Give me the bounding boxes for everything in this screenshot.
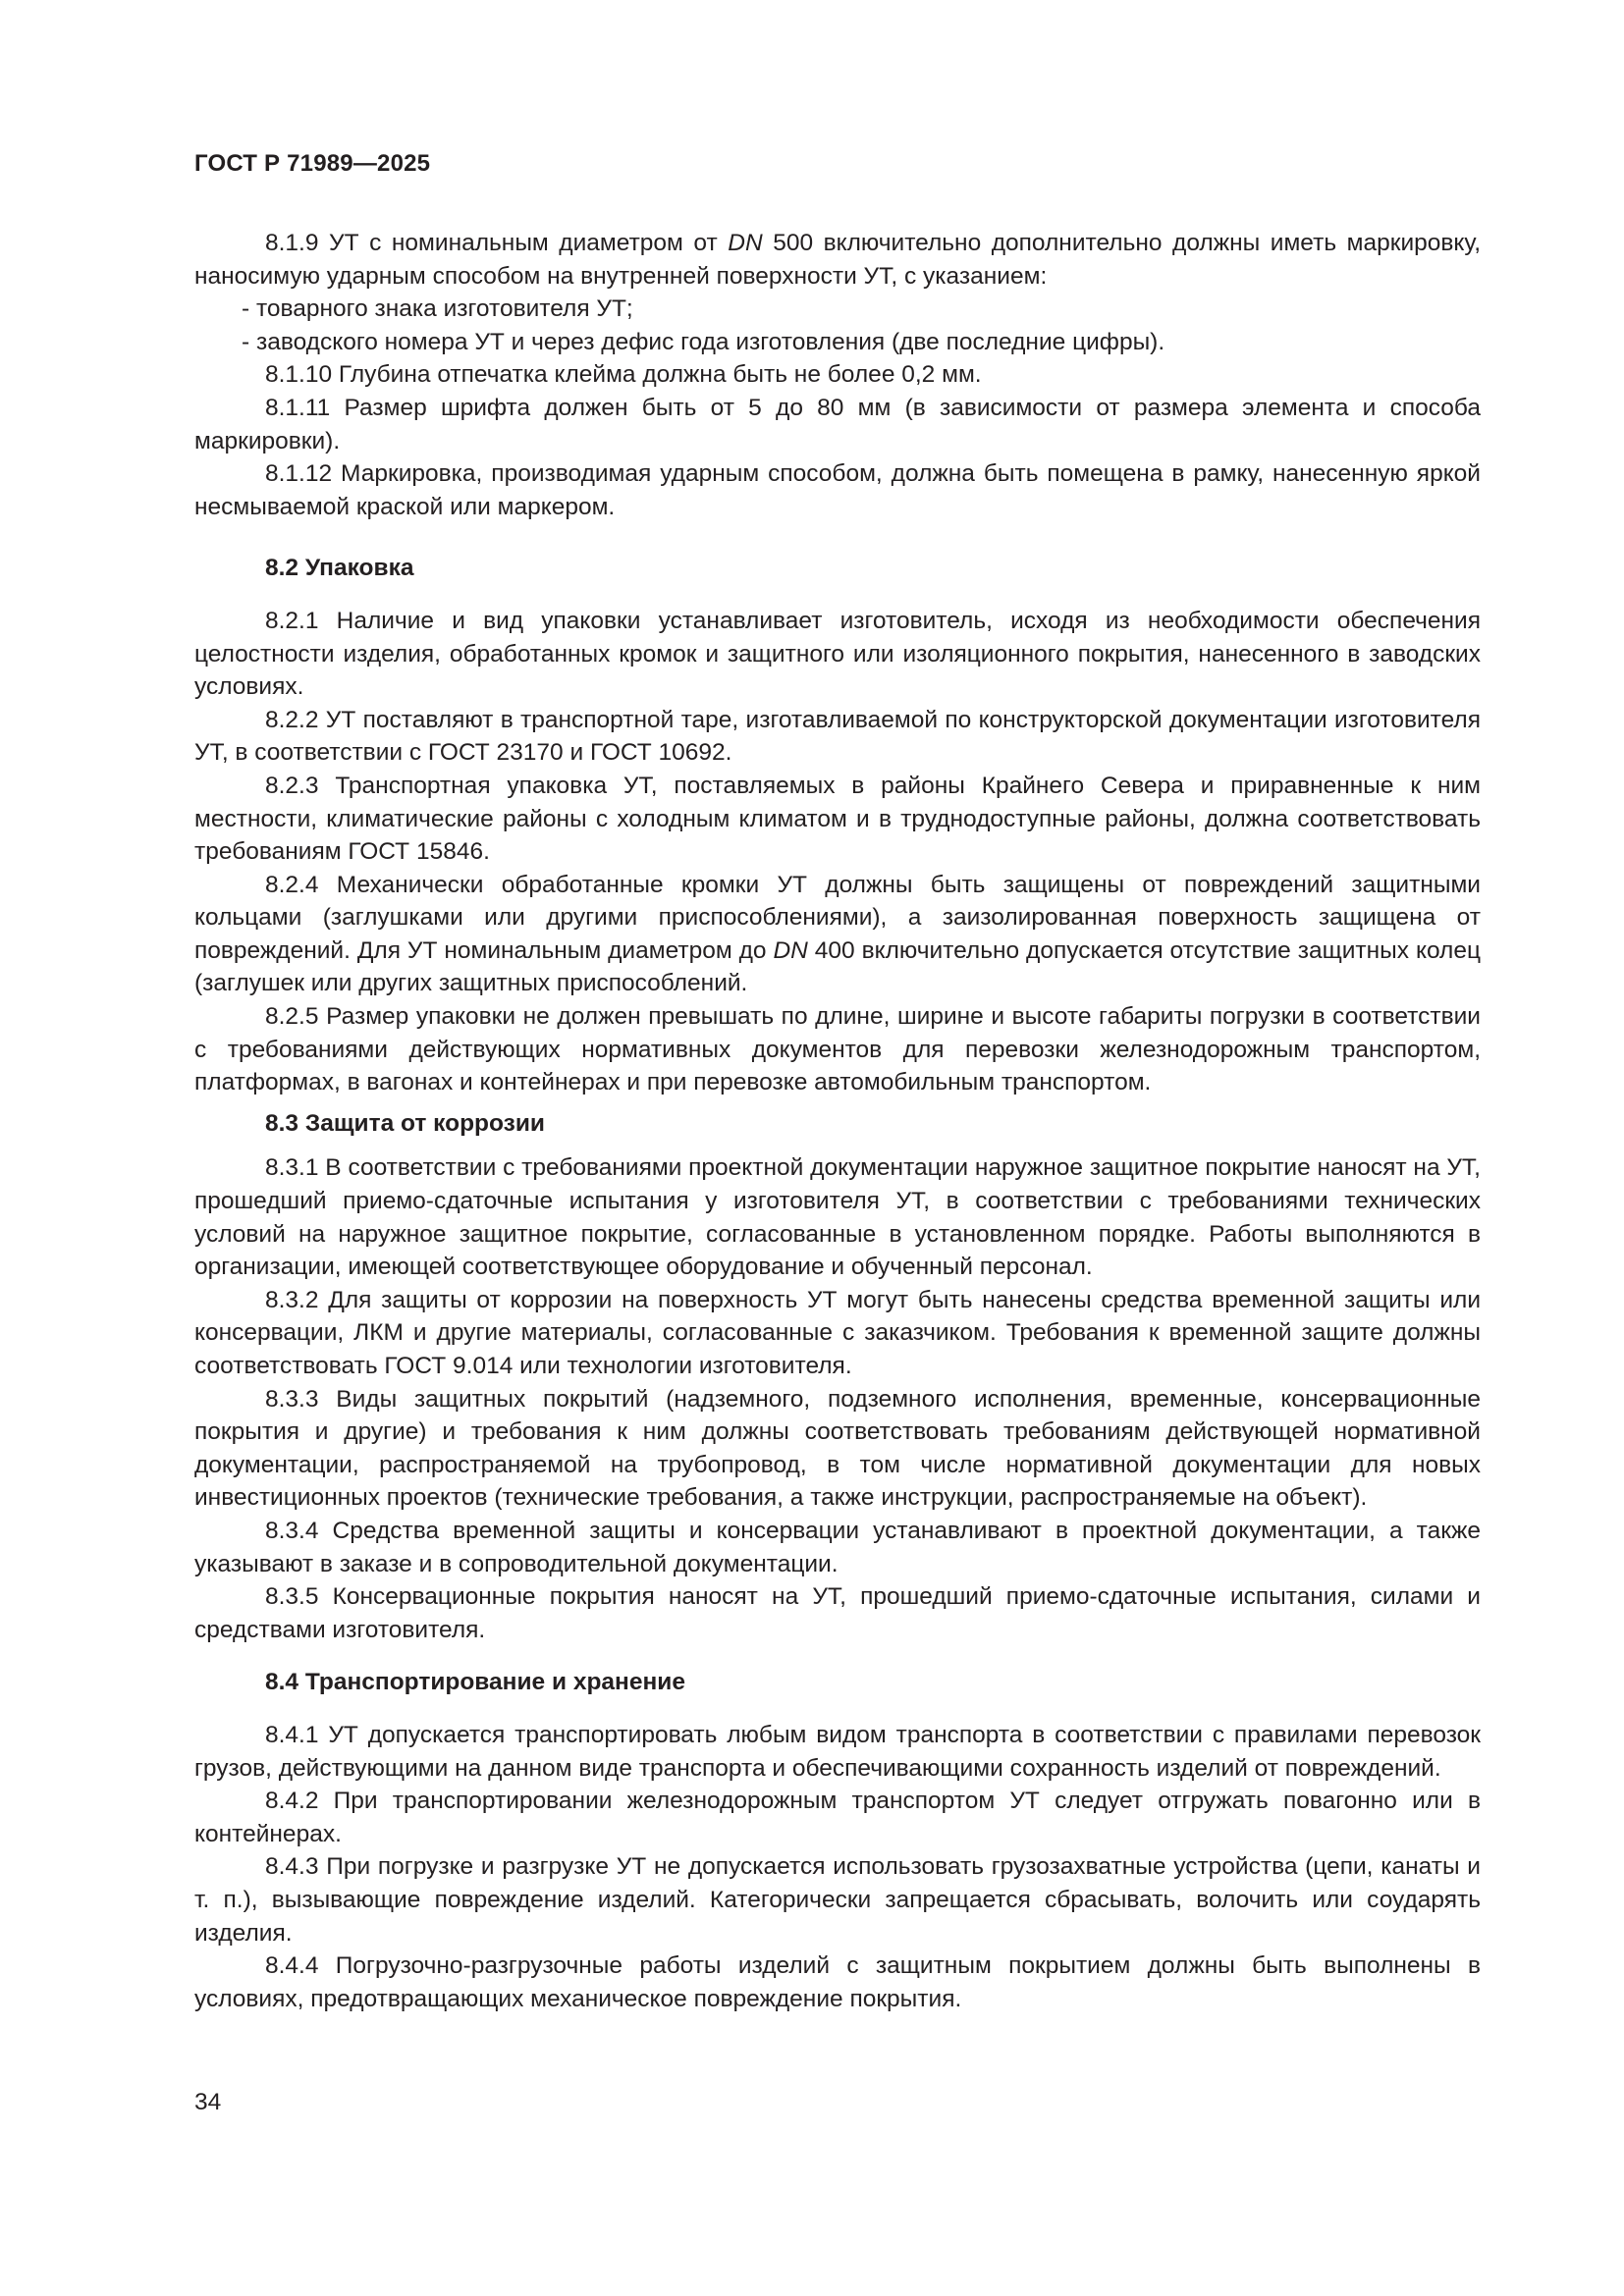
section-heading: 8.2 Упаковка bbox=[265, 555, 414, 582]
paragraph bbox=[194, 1284, 1481, 1383]
running-header: ГОСТ Р 71989—2025 bbox=[194, 150, 431, 177]
paragraph-text: 8.3.1 В соответствии с требованиями проектной документации наружное защитное покрытие наносят на УТ, прошедший приемо-сдаточные испытания у изготовителя УТ, в соответствии с требованиями технических условий на наружное защитное покрытие, согласованные в установленном порядке. Работы выполняются в организации, имеющей соответствующее оборудование и обученный персонал. bbox=[194, 1154, 1481, 1281]
paragraph bbox=[194, 1515, 1481, 1580]
paragraph bbox=[194, 358, 1481, 392]
paragraph-text: 8.4.4 Погрузочно-разгрузочные работы изделий с защитным покрытием должны быть выполнены в условиях, предотвращающих механическое повреждение покрытия. bbox=[194, 1952, 1481, 2012]
paragraph bbox=[194, 1580, 1481, 1646]
paragraph bbox=[194, 770, 1481, 869]
paragraph bbox=[194, 457, 1481, 523]
paragraph bbox=[194, 605, 1481, 704]
section-heading: 8.4 Транспортирование и хранение bbox=[265, 1669, 685, 1696]
paragraph bbox=[194, 1719, 1481, 1785]
paragraph-text: 8.3.5 Консервационные покрытия наносят на УТ, прошедший приемо-сдаточные испытания, силами и средствами изготовителя. bbox=[194, 1583, 1481, 1643]
paragraph-text: 8.1.9 УТ с номинальным диаметром от bbox=[265, 230, 729, 256]
paragraph bbox=[194, 1383, 1481, 1515]
paragraph bbox=[194, 1000, 1481, 1099]
paragraph-text: 8.1.11 Размер шрифта должен быть от 5 до 80 мм (в зависимости от размера элемента и способа маркировки). bbox=[194, 394, 1481, 454]
paragraph bbox=[194, 869, 1481, 1000]
paragraph bbox=[194, 392, 1481, 457]
document-body bbox=[194, 227, 1481, 2015]
paragraph-text-tail: 500 включительно дополнительно должны иметь маркировку, наносимую ударным способом на внутренней поверхности УТ, с указанием: bbox=[194, 230, 1481, 290]
paragraph-text: 8.2.1 Наличие и вид упаковки устанавливает изготовитель, исходя из необходимости обеспечения целостности изделия, обработанных кромок и защитного или изоляционного покрытия, нанесенного в заводских условиях. bbox=[194, 607, 1481, 701]
paragraph-text: 8.2.2 УТ поставляют в транспортной таре, изготавливаемой по конструкторской документации изготовителя УТ, в соответствии с ГОСТ 23170 и ГОСТ 10692. bbox=[194, 706, 1481, 767]
paragraph-text: 8.3.2 Для защиты от коррозии на поверхность УТ могут быть нанесены средства временной защиты или консервации, ЛКМ и другие материалы, согласованные с заказчиком. Требования к временной защите должны соответствовать ГОСТ 9.014 или технологии изготовителя. bbox=[194, 1286, 1481, 1379]
paragraph-text: 8.4.2 При транспортировании железнодорожным транспортом УТ следует отгружать повагонно или в контейнерах. bbox=[194, 1788, 1481, 1847]
paragraph-text: 8.4.1 УТ допускается транспортировать любым видом транспорта в соответствии с правилами перевозок грузов, действующими на данном виде транспорта и обеспечивающими сохранность изделий от повреждений. bbox=[194, 1721, 1481, 1782]
nominal-diameter-symbol: DN bbox=[773, 936, 808, 964]
paragraph-text: 8.2.5 Размер упаковки не должен превышать по длине, ширине и высоте габариты погрузки в соответствии с требованиями действующих нормативных документов для перевозки железнодорожным транспортом, платформах, в вагонах и контейнерах и при перевозке автомобильным транспортом. bbox=[194, 1003, 1481, 1096]
paragraph-text: 8.4.3 При погрузке и разгрузке УТ не допускается использовать грузозахватные устройства (цепи, канаты и т. п.), вызывающие повреждение изделий. Категорически запрещается сбрасывать, волочить или соударять изделия. bbox=[194, 1853, 1481, 1947]
paragraph-text: 8.2.3 Транспортная упаковка УТ, поставляемых в районы Крайнего Севера и приравненные к ним местности, климатические районы с холодным климатом и в труднодоступные районы, должна соответствовать требованиям ГОСТ 15846. bbox=[194, 772, 1481, 866]
paragraph-text: 8.1.12 Маркировка, производимая ударным способом, должна быть помещена в рамку, нанесенную яркой несмываемой краской или маркером. bbox=[194, 460, 1481, 520]
paragraph bbox=[194, 1850, 1481, 1949]
section-heading: 8.3 Защита от коррозии bbox=[265, 1109, 545, 1137]
paragraph-text-tail: 400 включительно допускается отсутствие защитных колец (заглушек или других защитных приспособлений. bbox=[194, 936, 1481, 997]
paragraph-text: 8.3.4 Средства временной защиты и консервации устанавливают в проектной документации, а также указывают в заказе и в сопроводительной документации. bbox=[194, 1517, 1481, 1577]
paragraph bbox=[194, 704, 1481, 770]
list-item: - заводского номера УТ и через дефис года изготовления (две последние цифры). bbox=[242, 328, 1165, 355]
paragraph bbox=[194, 1785, 1481, 1850]
paragraph-text: 8.1.10 Глубина отпечатка клейма должна быть не более 0,2 мм. bbox=[265, 361, 982, 389]
list-item: - товарного знака изготовителя УТ; bbox=[242, 295, 633, 323]
nominal-diameter-symbol: DN bbox=[728, 230, 763, 256]
paragraph-text: 8.3.3 Виды защитных покрытий (надземного, подземного исполнения, временные, консервационные покрытия и другие) и требования к ним должны соответствовать требованиям действующей нормативной документации, распространяемой на трубопровод, в том числе нормативной документации для новых инвестиционных проектов (технические требования, а также инструкции, распространяемые на объект). bbox=[194, 1385, 1481, 1512]
paragraph bbox=[194, 227, 1481, 293]
paragraph bbox=[194, 1151, 1481, 1283]
page-number: 34 bbox=[194, 2089, 222, 2115]
paragraph-text: 8.2.4 Механически обработанные кромки УТ должны быть защищены от повреждений защитными кольцами (заглушками или другими приспособлениями), а заизолированная поверхность защищена от повреждений. Для УТ номинальным диаметром до bbox=[194, 871, 1481, 964]
paragraph bbox=[194, 1949, 1481, 2015]
